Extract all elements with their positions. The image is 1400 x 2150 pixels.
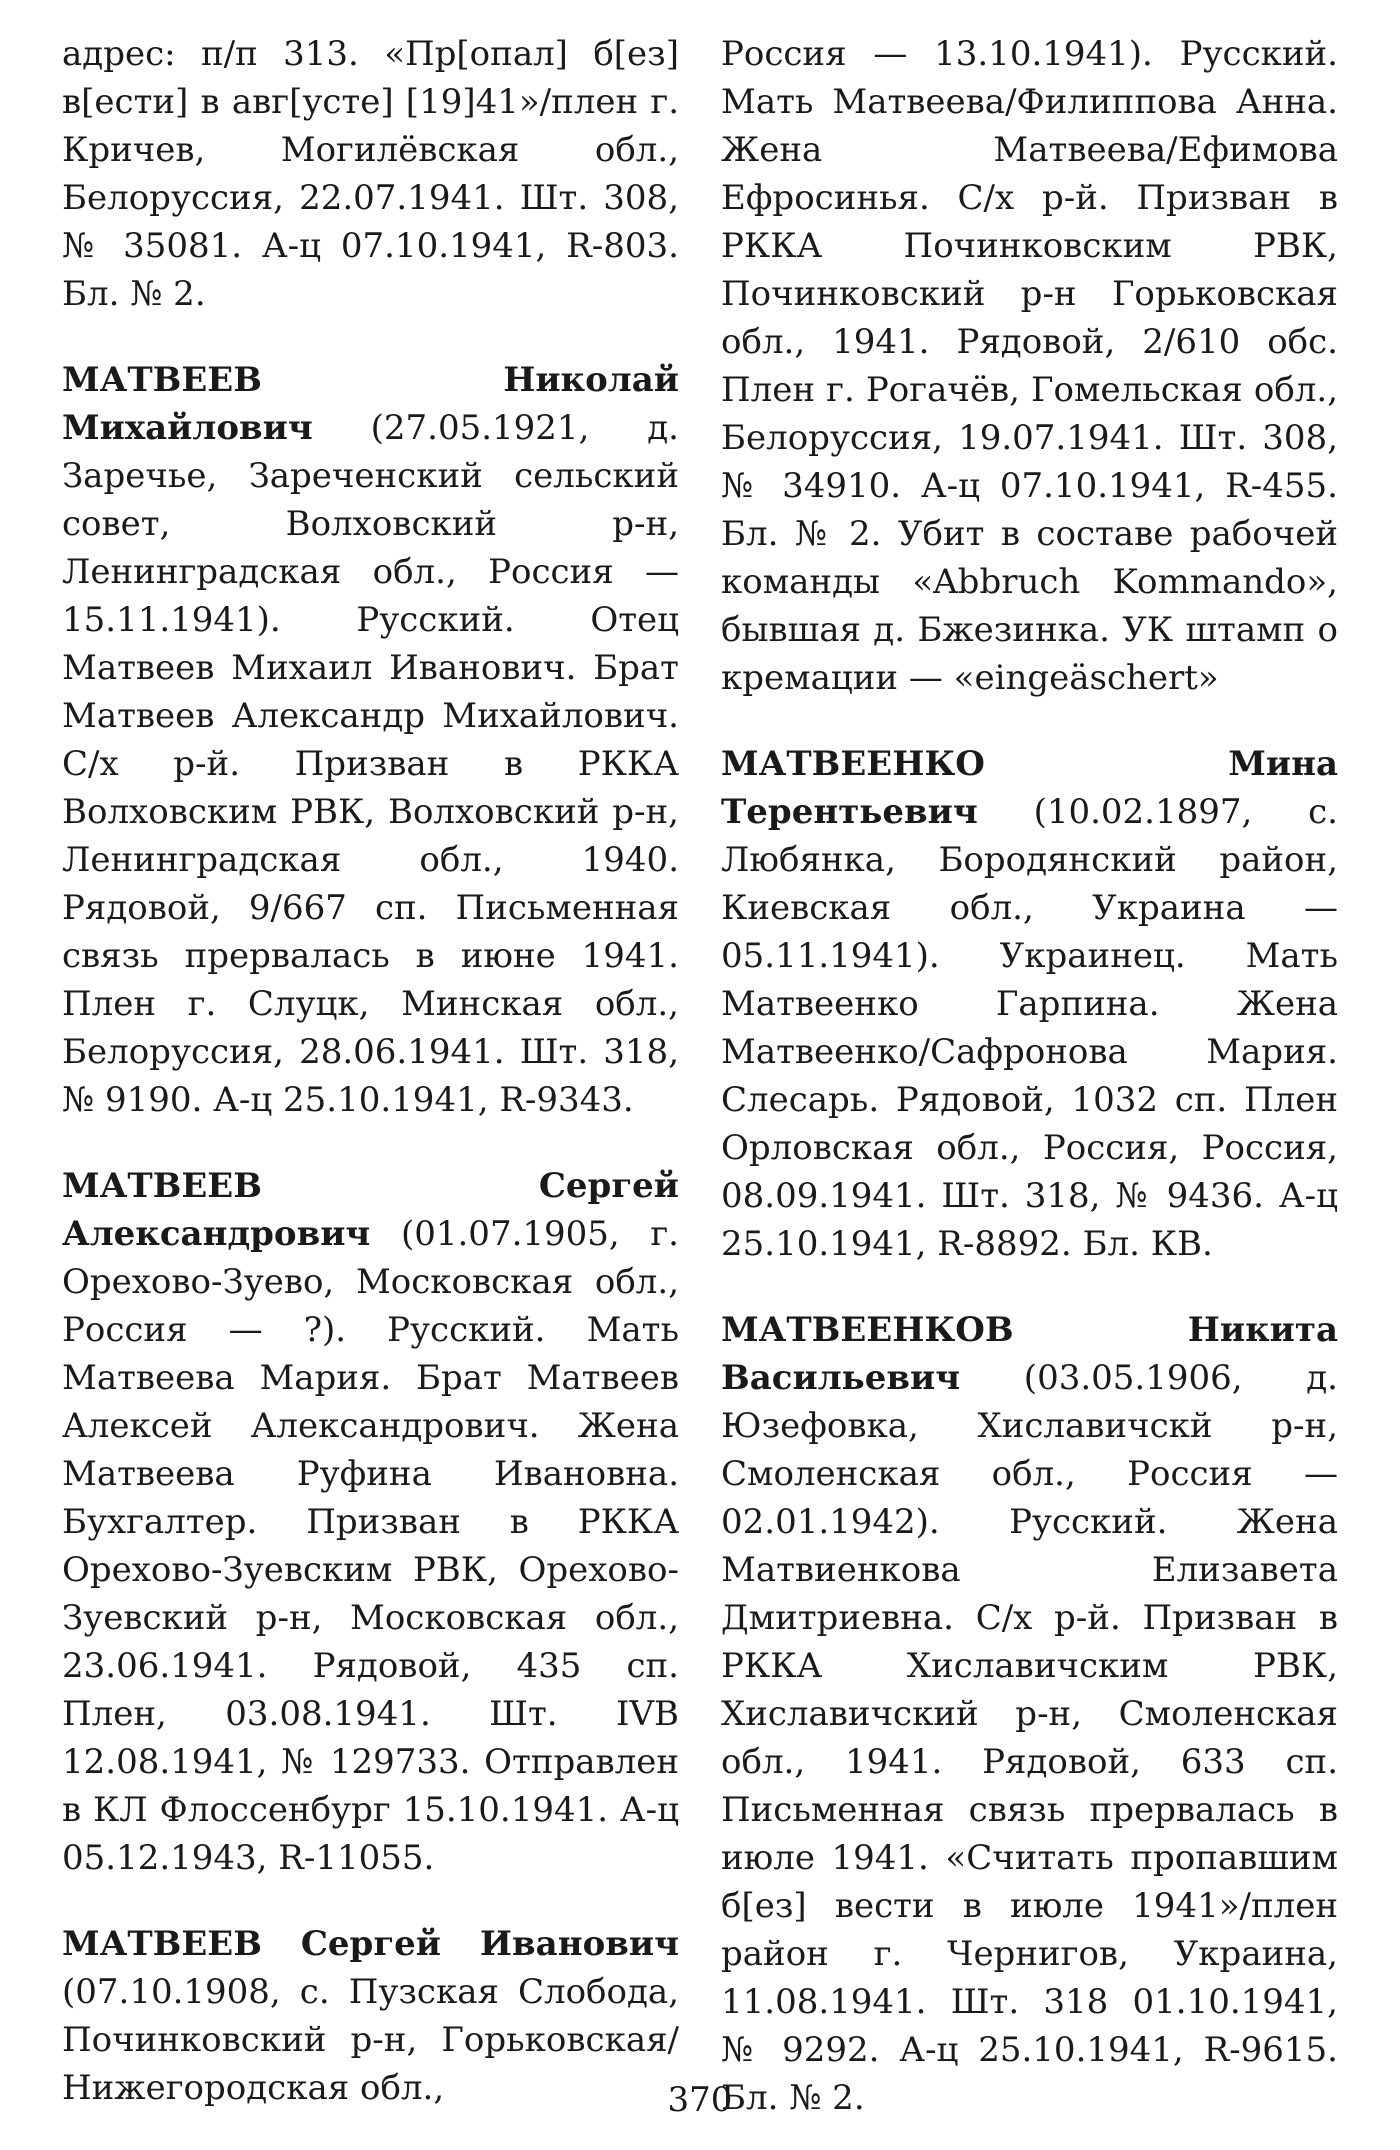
entry-text: (03.05.1906, д. Юзефовка, Хиславичскй р-н, Смоленская обл., Россия — 02.01.1942). Русский. Жена Матвиенкова Елизавета Дмитриевна. С/х р-й. Призван в РККА Хиславичским РВК, Хиславичский р-н, Смоленская обл., 1941. Рядовой, 633 сп. Письменная связь прервалась в июле 1941. «Считать пропавшим б[ез] вести в июле 1941»/плен район г. Чернигов, Украина, 11.08.1941. Шт. 318 01.10.1941, № 9292. А-ц 25.10.1941, R-9615. Бл. № 2. <box>721 1358 1338 2118</box>
entry-matveev-nikolai <box>62 356 679 1124</box>
page-number: 370 <box>667 2080 733 2120</box>
entry-text: (01.07.1905, г. Орехово-Зуево, Московская обл., Россия — ?). Русский. Мать Матвеева Мария. Брат Матвеев Алексей Александрович. Жена Матвеева Руфина Ивановна. Бухгалтер. Призван в РККА Орехово-Зуевским РВК, Орехово-Зуевский р-н, Московская обл., 23.06.1941. Рядовой, 435 сп. Плен, 03.08.1941. Шт. IVB 12.08.1941, № 129733. Отправлен в КЛ Флоссенбург 15.10.1941. А-ц 05.12.1943, R-11055. <box>62 1214 679 1878</box>
entry-matveenkov-nikita <box>721 1306 1338 2122</box>
entry-text: адрес: п/п 313. «Пр[опал] б[ез] в[ести] в авг[усте] [19]41»/плен г. Кричев, Могилёвская обл., Белоруссия, 22.07.1941. Шт. 308, № 35081. А-ц 07.10.1941, R-803. Бл. № 2. <box>62 34 679 314</box>
entry-matveev-sergei-a <box>62 1162 679 1882</box>
entry-name: МАТВЕЕВ Сергей Иванович <box>62 1924 679 1964</box>
entry-name: МАТВЕЕВ Сергей Александрович <box>62 1166 679 1254</box>
entry-name: МАТВЕЕНКОВ Никита Васильевич <box>721 1310 1338 1398</box>
entry-continuation <box>62 30 679 318</box>
entry-continuation <box>721 30 1338 702</box>
entry-text: Россия — 13.10.1941). Русский. Мать Матвеева/Филиппова Анна. Жена Матвеева/Ефимова Ефросинья. С/х р-й. Призван в РККА Починковским РВК, Починковский р-н Горьковская обл., 1941. Рядовой, 2/610 обс. Плен г. Рогачёв, Гомельская обл., Белоруссия, 19.07.1941. Шт. 308, № 34910. А-ц 07.10.1941, R-455. Бл. № 2. Убит в составе рабочей команды «Abbruch Kommando», бывшая д. Бжезинка. УК штамп о кремации — «eingeäschert» <box>721 34 1338 698</box>
right-column <box>721 30 1338 2118</box>
entry-text: (10.02.1897, с. Любянка, Бородянский район, Киевская обл., Украина — 05.11.1941). Украинец. Мать Матвеенко Гарпина. Жена Матвеенко/Сафронова Мария. Слесарь. Рядовой, 1032 сп. Плен Орловская обл., Россия, Россия, 08.09.1941. Шт. 318, № 9436. А-ц 25.10.1941, R-8892. Бл. КВ. <box>721 792 1338 1264</box>
entry-name: МАТВЕЕВ Николай Михайлович <box>62 360 679 448</box>
left-column <box>62 30 679 2108</box>
entry-matveenko-mina <box>721 740 1338 1268</box>
entry-name: МАТВЕЕНКО Мина Терентьевич <box>721 744 1338 832</box>
entry-text: (27.05.1921, д. Заречье, Зареченский сельский совет, Волховский р-н, Ленинградская обл., Россия — 15.11.1941). Русский. Отец Матвеев Михаил Иванович. Брат Матвеев Александр Михайлович. С/х р-й. Призван в РККА Волховским РВК, Волховский р-н, Ленинградская обл., 1940. Рядовой, 9/667 сп. Письменная связь прервалась в июне 1941. Плен г. Слуцк, Минская обл., Белоруссия, 28.06.1941. Шт. 318, № 9190. А-ц 25.10.1941, R-9343. <box>62 408 679 1120</box>
entry-text: (07.10.1908, с. Пузская Слобода, Починковский р-н, Горьковская/Нижегородская обл., <box>62 1972 679 2108</box>
